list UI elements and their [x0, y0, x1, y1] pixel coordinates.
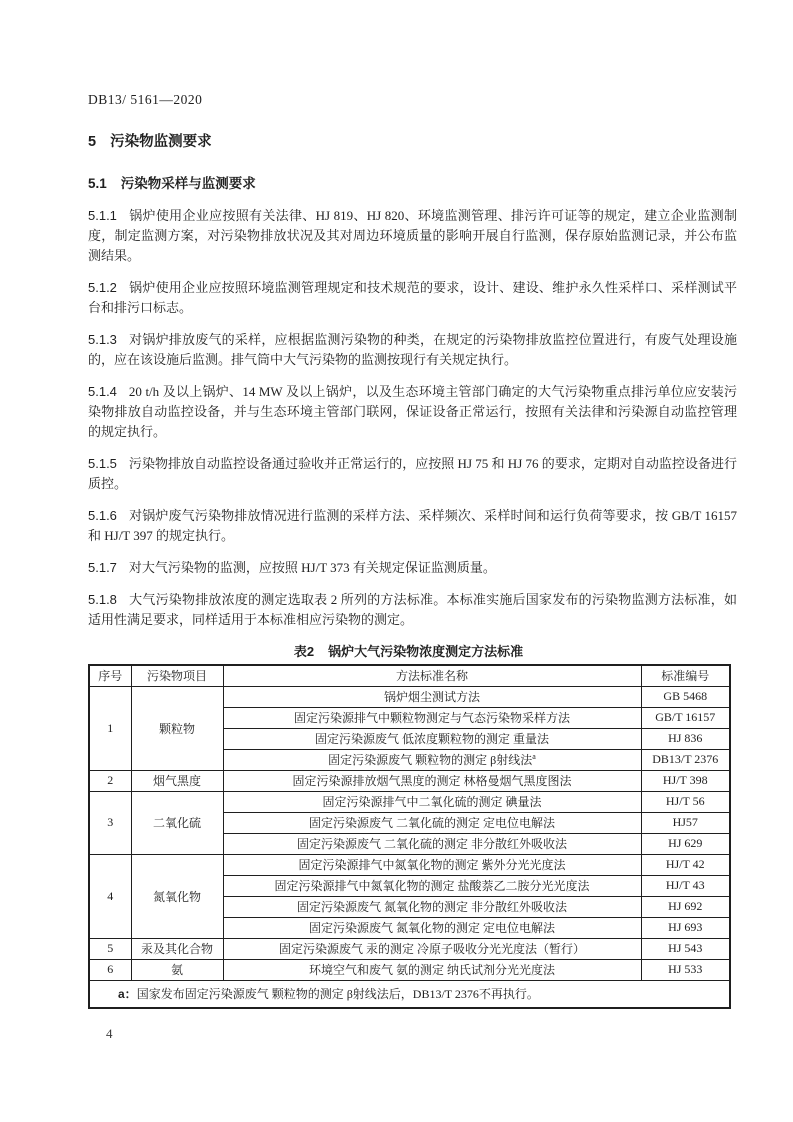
- table-caption-number: 表2: [293, 644, 315, 659]
- cell-method-name: 固定污染源排气中颗粒物测定与气态污染物采样方法: [223, 707, 641, 728]
- table-footnote-cell: [89, 980, 730, 1008]
- cell-standard-code: HJ/T 398: [641, 770, 730, 791]
- footnote-label: a：: [118, 987, 137, 1002]
- cell-method-name: 固定污染源排气中氮氧化物的测定 盐酸萘乙二胺分光光度法: [223, 875, 641, 896]
- methods-standards-table: [88, 664, 731, 1009]
- cell-standard-code: HJ 629: [641, 833, 730, 854]
- cell-standard-code: HJ 533: [641, 959, 730, 980]
- clause-5-1-2: [88, 278, 737, 318]
- table-row: [89, 791, 730, 812]
- footnote-text: 国家发布固定污染源废气 颗粒物的测定 β射线法后，DB13/T 2376不再执行。: [136, 987, 539, 1002]
- table-caption-title: 锅炉大气污染物浓度测定方法标准: [328, 644, 524, 659]
- footnote-reference: a: [532, 752, 536, 761]
- cell-serial-no: 1: [89, 686, 131, 770]
- table-row: [89, 770, 730, 791]
- clause-5-1-3: [88, 330, 737, 370]
- cell-method-name: 固定污染源排气中氮氧化物的测定 紫外分光光度法: [223, 854, 641, 875]
- clause-number: 5.1.5: [88, 456, 117, 471]
- clause-5-1-4: [88, 382, 737, 442]
- cell-standard-code: HJ 693: [641, 917, 730, 938]
- cell-pollutant: 烟气黑度: [131, 770, 223, 791]
- cell-pollutant: 氨: [131, 959, 223, 980]
- header-standard-code: 标准编号: [641, 665, 730, 686]
- section-heading: [88, 132, 737, 152]
- table-row: [89, 854, 730, 875]
- clause-text: 大气污染物排放浓度的测定选取表 2 所列的方法标准。本标准实施后国家发布的污染物监测方法标准，如适用性满足要求，同样适用于本标准相应污染物的测定。: [88, 592, 737, 627]
- clause-text: 对锅炉废气污染物排放情况进行监测的采样方法、采样频次、采样时间和运行负荷等要求，按 GB/T 16157 和 HJ/T 397 的规定执行。: [88, 508, 737, 543]
- clause-list: [88, 206, 737, 630]
- clause-text: 对锅炉排放废气的采样，应根据监测污染物的种类，在规定的污染物排放监控位置进行，有废气处理设施的，应在该设施后监测。排气筒中大气污染物的监测按现行有关规定执行。: [88, 332, 737, 367]
- cell-serial-no: 3: [89, 791, 131, 854]
- clause-number: 5.1.2: [88, 280, 117, 295]
- table-header-row: [89, 665, 730, 686]
- cell-method-name: 固定污染源废气 颗粒物的测定 β射线法$^a$: [223, 749, 641, 770]
- clause-number: 5.1.7: [88, 560, 117, 575]
- subsection-title: 污染物采样与监测要求: [120, 176, 256, 191]
- cell-method-name: 固定污染源废气 氮氧化物的测定 定电位电解法: [223, 917, 641, 938]
- cell-standard-code: HJ 543: [641, 938, 730, 959]
- methods-table-body: [89, 686, 730, 980]
- cell-method-name: 固定污染源废气 二氧化硫的测定 定电位电解法: [223, 812, 641, 833]
- clause-5-1-6: [88, 506, 737, 546]
- table-row: [89, 959, 730, 980]
- cell-pollutant: 颗粒物: [131, 686, 223, 770]
- clause-5-1-5: [88, 454, 737, 494]
- subsection-heading: [88, 174, 737, 194]
- cell-serial-no: 6: [89, 959, 131, 980]
- clause-number: 5.1.6: [88, 508, 117, 523]
- cell-standard-code: HJ/T 42: [641, 854, 730, 875]
- page-number: 4: [106, 1026, 113, 1041]
- header-method-name: 方法标准名称: [223, 665, 641, 686]
- cell-pollutant: 二氧化硫: [131, 791, 223, 854]
- document-code: DB13/ 5161—2020: [88, 92, 203, 107]
- cell-standard-code: HJ/T 56: [641, 791, 730, 812]
- cell-standard-code: HJ57: [641, 812, 730, 833]
- cell-method-name: 固定污染源排气中二氧化硫的测定 碘量法: [223, 791, 641, 812]
- cell-pollutant: 氮氧化物: [131, 854, 223, 938]
- cell-method-name: 固定污染源排放烟气黑度的测定 林格曼烟气黑度图法: [223, 770, 641, 791]
- cell-method-name: 锅炉烟尘测试方法: [223, 686, 641, 707]
- clause-text: 锅炉使用企业应按照环境监测管理规定和技术规范的要求，设计、建设、维护永久性采样口、采样测试平台和排污口标志。: [88, 280, 737, 315]
- header-serial-no: 序号: [89, 665, 131, 686]
- subsection-number: 5.1: [88, 176, 107, 191]
- cell-method-name: 固定污染源废气 氮氧化物的测定 非分散红外吸收法: [223, 896, 641, 917]
- clause-text: 锅炉使用企业应按照有关法律、HJ 819、HJ 820、环境监测管理、排污许可证等的规定，建立企业监测制度，制定监测方案，对污染物排放状况及其对周边环境质量的影响开展自行监测，保存原始监测记录，并公布监测结果。: [88, 208, 737, 263]
- clause-text: 20 t/h 及以上锅炉、14 MW 及以上锅炉，以及生态环境主管部门确定的大气污染物重点排污单位应安装污染物排放自动监控设备，并与生态环境主管部门联网，保证设备正常运行，按照有关法律和污染源自动监控管理的规定执行。: [88, 384, 737, 439]
- cell-serial-no: 4: [89, 854, 131, 938]
- cell-method-name: 环境空气和废气 氨的测定 纳氏试剂分光光度法: [223, 959, 641, 980]
- cell-method-name: 固定污染源废气 低浓度颗粒物的测定 重量法: [223, 728, 641, 749]
- cell-standard-code: DB13/T 2376: [641, 749, 730, 770]
- table-caption: [88, 642, 729, 662]
- table-row: [89, 686, 730, 707]
- clause-number: 5.1.4: [88, 384, 117, 399]
- clause-number: 5.1.3: [88, 332, 117, 347]
- clause-5-1-1: [88, 206, 737, 266]
- section-title: 污染物监测要求: [110, 134, 212, 150]
- cell-pollutant: 汞及其化合物: [131, 938, 223, 959]
- table-row: [89, 938, 730, 959]
- clause-5-1-8: [88, 590, 737, 630]
- cell-method-name: 固定污染源废气 二氧化硫的测定 非分散红外吸收法: [223, 833, 641, 854]
- cell-serial-no: 5: [89, 938, 131, 959]
- cell-standard-code: GB/T 16157: [641, 707, 730, 728]
- clause-text: 对大气污染物的监测，应按照 HJ/T 373 有关规定保证监测质量。: [128, 560, 496, 575]
- section-number: 5: [88, 134, 97, 150]
- cell-standard-code: GB 5468: [641, 686, 730, 707]
- clause-5-1-7: [88, 558, 737, 578]
- cell-serial-no: 2: [89, 770, 131, 791]
- cell-standard-code: HJ 692: [641, 896, 730, 917]
- cell-standard-code: HJ/T 43: [641, 875, 730, 896]
- header-pollutant: 污染物项目: [131, 665, 223, 686]
- clause-number: 5.1.8: [88, 592, 117, 607]
- clause-text: 污染物排放自动监控设备通过验收并正常运行的，应按照 HJ 75 和 HJ 76 的要求，定期对自动监控设备进行质控。: [88, 456, 737, 491]
- cell-standard-code: HJ 836: [641, 728, 730, 749]
- clause-number: 5.1.1: [88, 208, 117, 223]
- cell-method-name: 固定污染源废气 汞的测定 冷原子吸收分光光度法（暂行）: [223, 938, 641, 959]
- table-footnote-row: [89, 980, 730, 1008]
